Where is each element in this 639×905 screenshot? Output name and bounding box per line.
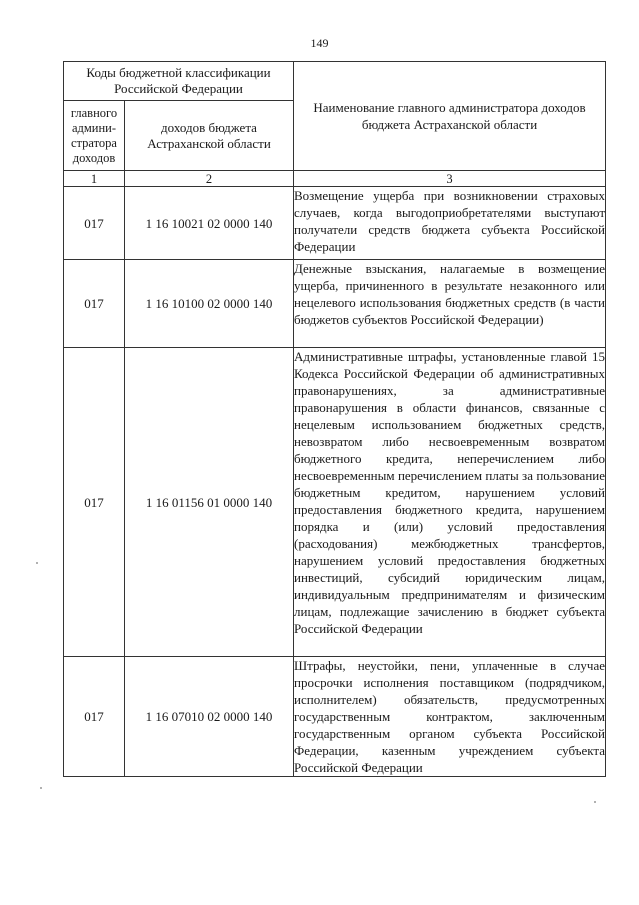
- header-row-top: [64, 62, 606, 101]
- admin-code-cell: 017: [64, 187, 125, 260]
- revenue-code-header: доходов бюджета Астраханской области: [125, 101, 294, 171]
- scan-speck: [40, 787, 42, 789]
- revenue-code-cell: 1 16 01156 01 0000 140: [125, 348, 294, 657]
- admin-code-cell: 017: [64, 260, 125, 348]
- page-number: 149: [310, 36, 329, 50]
- admin-code-cell: 017: [64, 348, 125, 657]
- administrator-name-cell: Денежные взыскания, налагаемые в возмещение ущерба, причиненного в результате незаконного или нецелевого использования бюджетных средств (в части бюджетов субъектов Российской Федерации): [294, 260, 606, 348]
- table-row: [64, 348, 606, 657]
- scan-speck: [594, 801, 596, 803]
- table-row: [64, 657, 606, 777]
- administrator-name-cell: Штрафы, неустойки, пени, уплаченные в случае просрочки исполнения поставщиком (подрядчиком, исполнителем) обязательств, предусмотренных государственным контрактом, заключенным государственным органом субъекта Российской Федерации, казенным учреждением субъекта Российской Федерации: [294, 658, 606, 775]
- column-number: 3: [294, 171, 606, 187]
- revenue-code-cell: 1 16 07010 02 0000 140: [125, 657, 294, 777]
- administrator-name-cell: Возмещение ущерба при возникновении страховых случаев, когда выгодоприобретателями выступают получатели средств бюджета субъекта Российской Федерации: [294, 187, 606, 260]
- column-number-row: [64, 171, 606, 187]
- table-row: [64, 260, 606, 348]
- administrator-name-cell: Административные штрафы, установленные главой 15 Кодекса Российской Федерации об административных правонарушениях, за административные правонарушения в области финансов, связанные с нецелевым использованием бюджетных средств, невозвратом либо несвоевременным возвратом бюджетного кредита, неперечислением либо несвоевременным перечислением платы за пользование бюджетным кредитом, нарушением условий предоставления бюджетного кредита, нарушением порядка и (или) условий предоставления (расходования) межбюджетных трансфертов, нарушением условий предоставления бюджетных инвестиций, субсидий юридическим лицам, индивидуальным предпринимателям и физическим лицам, подлежащие зачислению в бюджет субъекта Российской Федерации: [294, 348, 606, 657]
- chief-administrator-header: главного админи-стратора доходов: [64, 101, 125, 171]
- administrator-name-header: Наименование главного администратора доходов бюджета Астраханской области: [294, 62, 606, 171]
- column-number: 1: [64, 171, 125, 187]
- budget-classification-table: [63, 61, 606, 777]
- admin-code-cell: 017: [64, 657, 125, 777]
- scan-speck: [36, 562, 38, 564]
- column-number: 2: [125, 171, 294, 187]
- codes-group-header: Коды бюджетной классификации Российской Федерации: [64, 62, 294, 101]
- revenue-code-cell: 1 16 10021 02 0000 140: [125, 187, 294, 260]
- revenue-code-cell: 1 16 10100 02 0000 140: [125, 260, 294, 348]
- table-row: [64, 187, 606, 260]
